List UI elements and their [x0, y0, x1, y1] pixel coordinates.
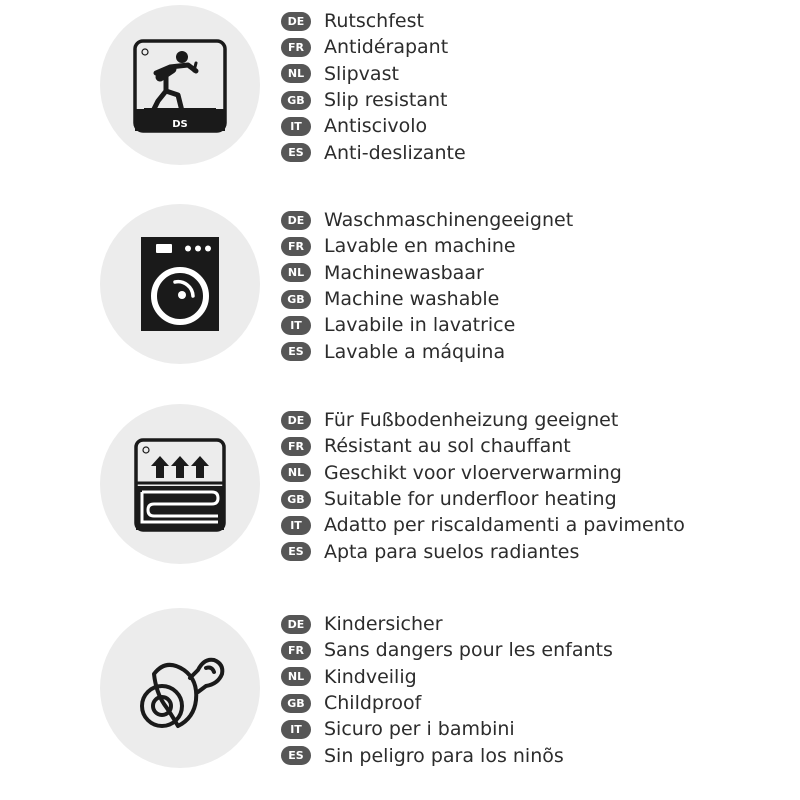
translation-row: [281, 742, 613, 768]
translation-text: Childproof: [324, 692, 422, 715]
icon-circle: [100, 404, 260, 564]
feature-underfloor-heating: [0, 400, 800, 600]
translation-text: Adatto per riscaldamenti a pavimento: [324, 514, 685, 537]
translation-text: Résistant au sol chauffant: [324, 435, 571, 458]
language-badge: IT: [281, 117, 311, 136]
translation-row: [281, 8, 466, 34]
language-badge: NL: [281, 64, 311, 83]
icon-circle: [100, 204, 260, 364]
translation-row: [281, 338, 573, 364]
translation-row: [281, 716, 613, 742]
translation-text: Machine washable: [324, 288, 500, 311]
translation-row: [281, 611, 613, 637]
translation-row: [281, 637, 613, 663]
translation-text: Waschmaschinengeeignet: [324, 209, 574, 232]
language-badge: FR: [281, 237, 311, 256]
language-badge: GB: [281, 91, 311, 110]
icon-circle: [100, 608, 260, 768]
language-badge: NL: [281, 667, 311, 686]
translation-text: Für Fußbodenheizung geeignet: [324, 409, 619, 432]
washing-machine-icon: [100, 204, 260, 364]
translation-row: [281, 113, 466, 139]
translation-row: [281, 312, 573, 338]
language-badge: IT: [281, 516, 311, 535]
language-badge: GB: [281, 490, 311, 509]
language-badge: IT: [281, 316, 311, 335]
translation-row: [281, 233, 573, 259]
translation-row: [281, 460, 685, 486]
language-badge: ES: [281, 746, 311, 765]
language-badge: DE: [281, 211, 311, 230]
translation-text: Kindersicher: [324, 613, 443, 636]
translation-row: [281, 207, 573, 233]
translation-text: Slipvast: [324, 62, 399, 85]
translation-list: [281, 611, 613, 769]
translation-text: Sans dangers pour les enfants: [324, 639, 613, 662]
translation-row: [281, 87, 466, 113]
translation-text: Machinewasbaar: [324, 261, 484, 284]
translation-text: Suitable for underfloor heating: [324, 488, 617, 511]
language-badge: FR: [281, 437, 311, 456]
feature-machine-washable: [0, 200, 800, 400]
translation-text: Anti-deslizante: [324, 141, 466, 164]
translation-row: [281, 512, 685, 538]
language-badge: ES: [281, 342, 311, 361]
language-badge: DE: [281, 411, 311, 430]
icon-circle: [100, 5, 260, 165]
translation-text: Sin peligro para los ninõs: [324, 744, 564, 767]
translation-text: Apta para suelos radiantes: [324, 540, 580, 563]
translation-row: [281, 286, 573, 312]
language-badge: ES: [281, 143, 311, 162]
translation-list: [281, 407, 685, 565]
language-badge: DE: [281, 615, 311, 634]
translation-row: [281, 34, 466, 60]
icon-label: DS: [172, 119, 188, 130]
language-badge: NL: [281, 463, 311, 482]
translation-row: [281, 664, 613, 690]
translation-row: [281, 538, 685, 564]
translation-row: [281, 260, 573, 286]
translation-list: [281, 207, 573, 365]
language-badge: NL: [281, 263, 311, 282]
translation-text: Lavable a máquina: [324, 340, 506, 363]
translation-row: [281, 433, 685, 459]
translation-row: [281, 61, 466, 87]
language-badge: ES: [281, 542, 311, 561]
translation-text: Antidérapant: [324, 36, 449, 59]
translation-row: [281, 407, 685, 433]
translation-row: [281, 486, 685, 512]
language-badge: GB: [281, 694, 311, 713]
translation-text: Antiscivolo: [324, 115, 428, 138]
underfloor-heating-icon: [100, 404, 260, 564]
language-badge: IT: [281, 720, 311, 739]
translation-text: Sicuro per i bambini: [324, 718, 515, 741]
translation-text: Rutschfest: [324, 10, 424, 33]
translation-row: [281, 690, 613, 716]
pacifier-childproof-icon: [100, 608, 260, 768]
language-badge: FR: [281, 38, 311, 57]
language-badge: DE: [281, 12, 311, 31]
translation-list: [281, 8, 466, 166]
translation-text: Kindveilig: [324, 665, 417, 688]
language-badge: GB: [281, 290, 311, 309]
translation-text: Geschikt voor vloerverwarming: [324, 461, 622, 484]
slip-resistant-icon: [100, 5, 260, 165]
translation-text: Lavable en machine: [324, 235, 516, 258]
feature-slip-resistant: [0, 0, 800, 200]
language-badge: FR: [281, 641, 311, 660]
translation-row: [281, 139, 466, 165]
translation-text: Lavabile in lavatrice: [324, 314, 516, 337]
translation-text: Slip resistant: [324, 89, 448, 112]
feature-childproof: [0, 600, 800, 800]
